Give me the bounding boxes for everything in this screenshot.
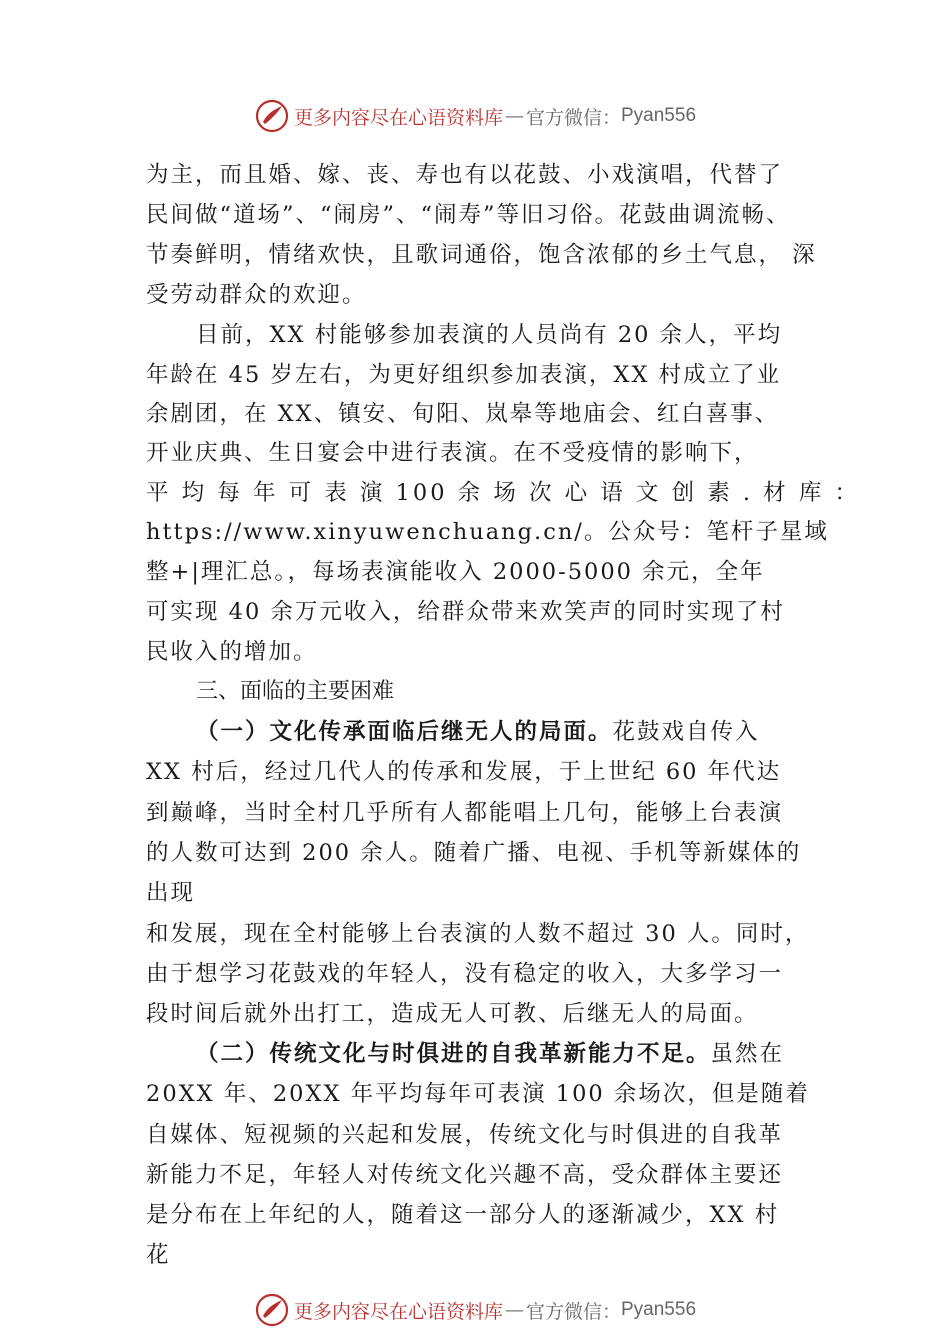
text-line: https://www.xinyuwenchuang.cn/。公众号：笔杆子星域 [146, 519, 829, 545]
text-line: 的人数可达到 200 余人。随着广播、电视、手机等新媒体的 [146, 840, 802, 866]
watermark-banner-top [0, 96, 950, 136]
watermark-wechat-label: 官方微信： [525, 1300, 621, 1323]
text-line: 整+|理汇总。，每场表演能收入 2000-5000 余元，全年 [146, 559, 765, 585]
brand-logo-icon [254, 98, 290, 134]
paragraph-title: （一）文化传承面临后继无人的局面。 [196, 719, 613, 745]
paragraph-title-line [196, 712, 760, 752]
watermark-account: Pyan556 [621, 1299, 697, 1320]
text-line: 开业庆典、生日宴会中进行表演。在不受疫情的影响下， [146, 440, 759, 466]
text-line: 出现 [146, 880, 196, 906]
section-heading: 三、面临的主要困难 [196, 679, 395, 704]
watermark-separator: — [504, 105, 524, 127]
text-line: XX 村后，经过几代人的传承和发展，于上世纪 60 年代达 [146, 759, 782, 785]
text-line: 20XX 年、20XX 年平均每年可表演 100 余场次，但是随着 [146, 1081, 810, 1107]
text-line: 年龄在 45 岁左右，为更好组织参加表演，XX 村成立了业 [146, 362, 782, 388]
watermark-separator: — [504, 1299, 524, 1321]
text-line: 到巅峰，当时全村几乎所有人都能唱上几句，能够上台表演 [146, 800, 784, 826]
watermark-banner-bottom [0, 1290, 950, 1330]
paragraph-title-line [196, 1034, 784, 1074]
text-line: 目前，XX 村能够参加表演的人员尚有 20 余人，平均 [196, 322, 783, 348]
watermark-account: Pyan556 [621, 105, 697, 126]
text-line: 民间做“道场”、“闹房”、“闹寿”等旧习俗。花鼓曲调流畅、 [146, 202, 791, 228]
text-line: 可实现 40 余万元收入，给群众带来欢笑声的同时实现了村 [146, 599, 785, 625]
paragraph-title-rest: 花鼓戏自传入 [612, 719, 760, 745]
watermark-wechat-label: 官方微信： [525, 106, 621, 129]
text-line: 平 均 每 年 可 表 演 100 余 场 次 心 语 文 创 素 . 材 库 ： [146, 480, 860, 506]
text-line: 和发展，现在全村能够上台表演的人数不超过 30 人。同时， [146, 921, 810, 947]
text-line: 余剧团，在 XX、镇安、旬阳、岚皋等地庙会、红白喜事、 [146, 401, 780, 427]
watermark-text: 更多内容尽在心语资料库 [293, 106, 503, 129]
text-line: 自媒体、短视频的兴起和发展，传统文化与时俱进的自我革 [146, 1122, 784, 1148]
text-line: 由于想学习花鼓戏的年轻人，没有稳定的收入，大多学习一 [146, 961, 784, 987]
text-line: 段时间后就外出打工，造成无人可教、后继无人的局面。 [146, 1001, 759, 1027]
text-line: 花 [146, 1242, 171, 1268]
text-line: 民收入的增加。 [146, 639, 318, 665]
text-line: 新能力不足，年轻人对传统文化兴趣不高，受众群体主要还 [146, 1162, 784, 1188]
watermark-text: 更多内容尽在心语资料库 [293, 1300, 503, 1323]
text-line: 是分布在上年纪的人，随着这一部分人的逐渐减少，XX 村 [146, 1202, 780, 1228]
brand-logo-icon [254, 1292, 290, 1328]
text-line: 受劳动群众的欢迎。 [146, 282, 367, 308]
text-line: 节奏鲜明，情绪欢快，且歌词通俗，饱含浓郁的乡土气息， 深 [146, 242, 817, 268]
text-line: 为主，而且婚、嫁、丧、寿也有以花鼓、小戏演唱，代替了 [146, 162, 784, 188]
paragraph-title: （二）传统文化与时俱进的自我革新能力不足。 [196, 1041, 711, 1067]
paragraph-title-rest: 虽然在 [710, 1041, 785, 1067]
